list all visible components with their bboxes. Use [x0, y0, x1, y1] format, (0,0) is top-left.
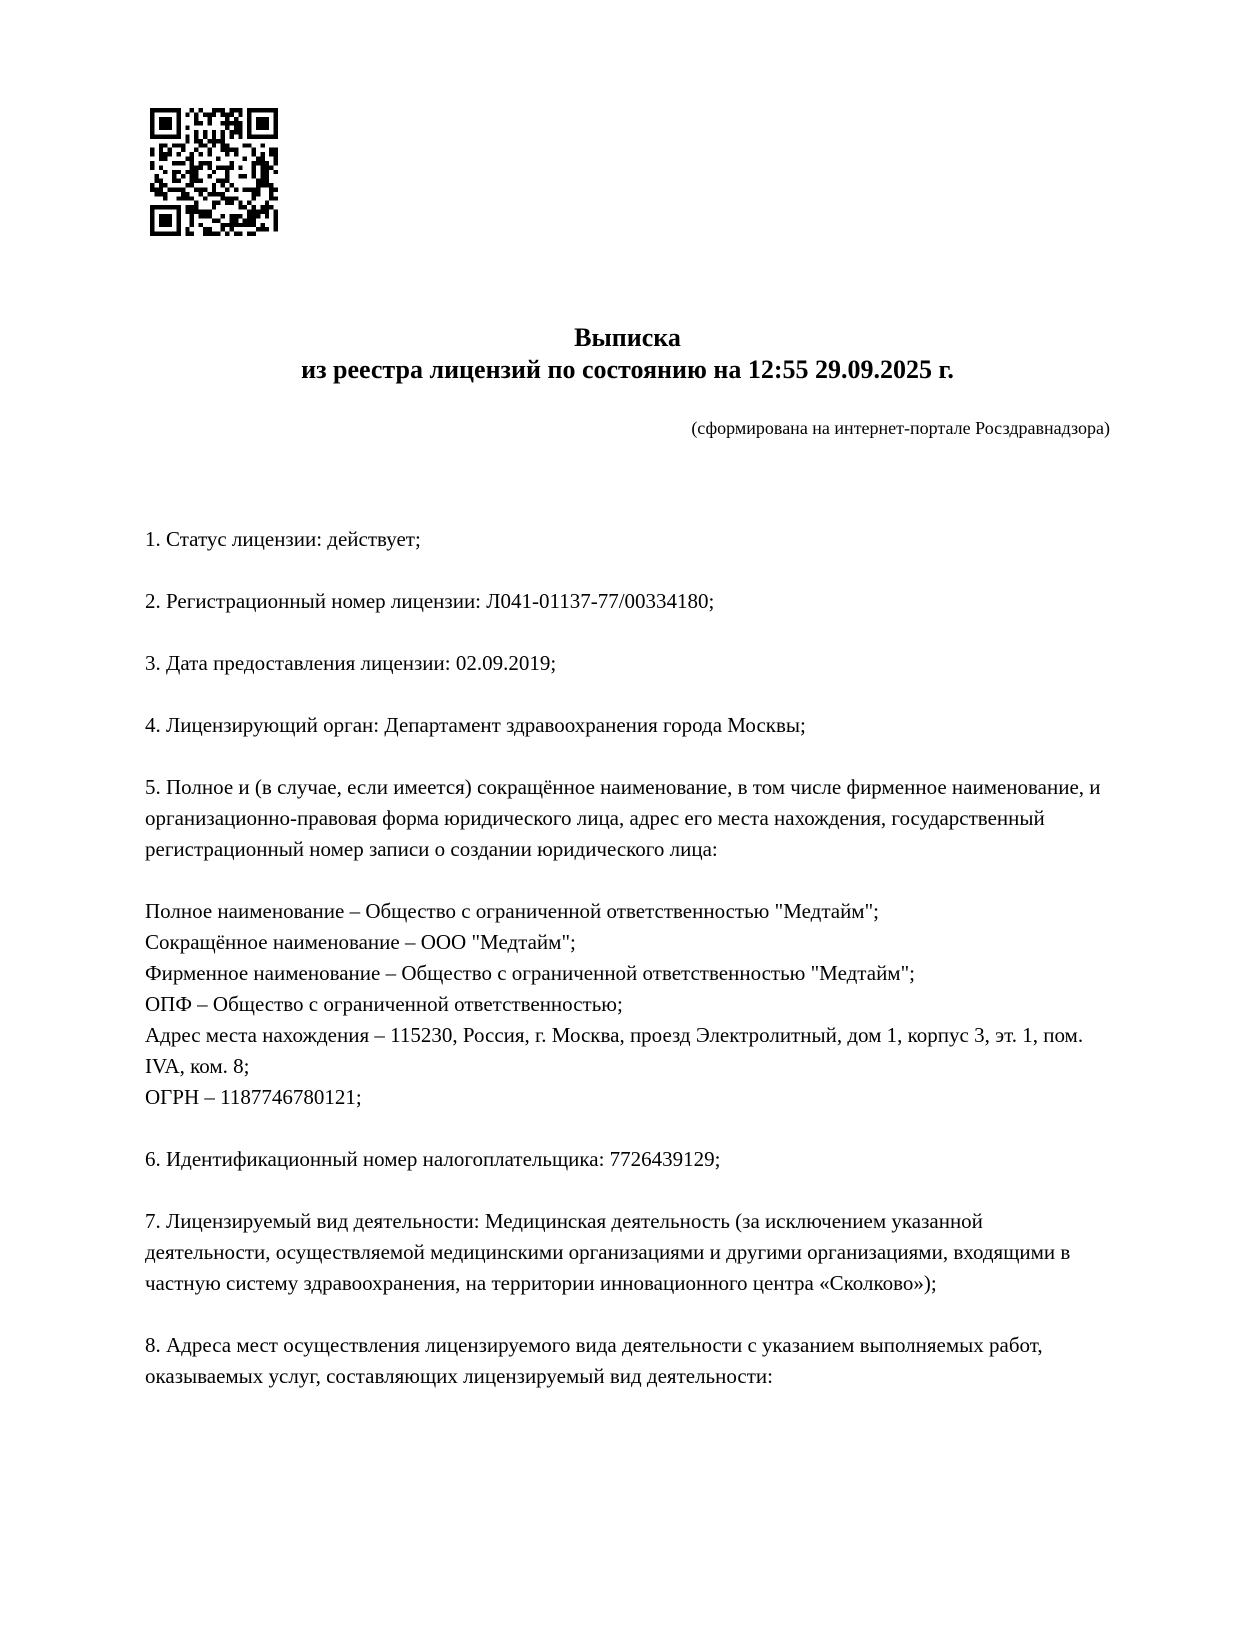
generated-note: (сформирована на интернет-портале Росздравнадзора): [691, 418, 1110, 438]
clause-licensed-activity: 7. Лицензируемый вид деятельности: Медицинская деятельность (за исключением указанной деятельности, осуществляемой медицинскими организациями и другими организациями, входящими в частную систему здравоохранения, на территории инновационного центра «Сколково»);: [145, 1209, 1071, 1295]
document-body: [145, 524, 1110, 1392]
clause-entity-names-intro: 5. Полное и (в случае, если имеется) сокращённое наименование, в том числе фирменное наименование, и организационно-правовая форма юридического лица, адрес его места нахождения, государственный регистрационный номер записи о создании юридического лица:: [145, 775, 1101, 861]
clause-grant-date: 3. Дата предоставления лицензии: 02.09.2019;: [145, 651, 557, 675]
short-name-line: Сокращённое наименование – ООО "Медтайм";: [145, 930, 576, 954]
title-line-2: из реестра лицензий по состоянию на 12:55 29.09.2025 г.: [301, 355, 954, 384]
clause-licensing-authority: 4. Лицензирующий орган: Департамент здравоохранения города Москвы;: [145, 713, 806, 737]
ogrn-line: ОГРН – 1187746780121;: [145, 1085, 362, 1109]
full-name-line: Полное наименование – Общество с ограниченной ответственностью "Медтайм";: [145, 899, 880, 923]
clause-license-status: 1. Статус лицензии: действует;: [145, 527, 421, 551]
document-title: [145, 322, 1110, 386]
document-content: [145, 322, 1110, 1423]
clause-inn: 6. Идентификационный номер налогоплательщика: 7726439129;: [145, 1147, 721, 1171]
legal-form-line: ОПФ – Общество с ограниченной ответственностью;: [145, 992, 623, 1016]
clause-activity-addresses-intro: 8. Адреса мест осуществления лицензируемого вида деятельности с указанием выполняемых работ, оказываемых услуг, составляющих лицензируемый вид деятельности:: [145, 1333, 1043, 1388]
legal-entity-details: [145, 896, 1110, 1113]
brand-name-line: Фирменное наименование – Общество с ограниченной ответственностью "Медтайм";: [145, 961, 915, 985]
clause-registration-number: 2. Регистрационный номер лицензии: Л041-01137-77/00334180;: [145, 589, 715, 613]
address-line: Адрес места нахождения – 115230, Россия, г. Москва, проезд Электролитный, дом 1, корпус 3, эт. 1, пом. IVA, ком. 8;: [145, 1023, 1084, 1078]
title-line-1: Выписка: [574, 323, 681, 352]
qr-code-icon: [150, 108, 278, 236]
